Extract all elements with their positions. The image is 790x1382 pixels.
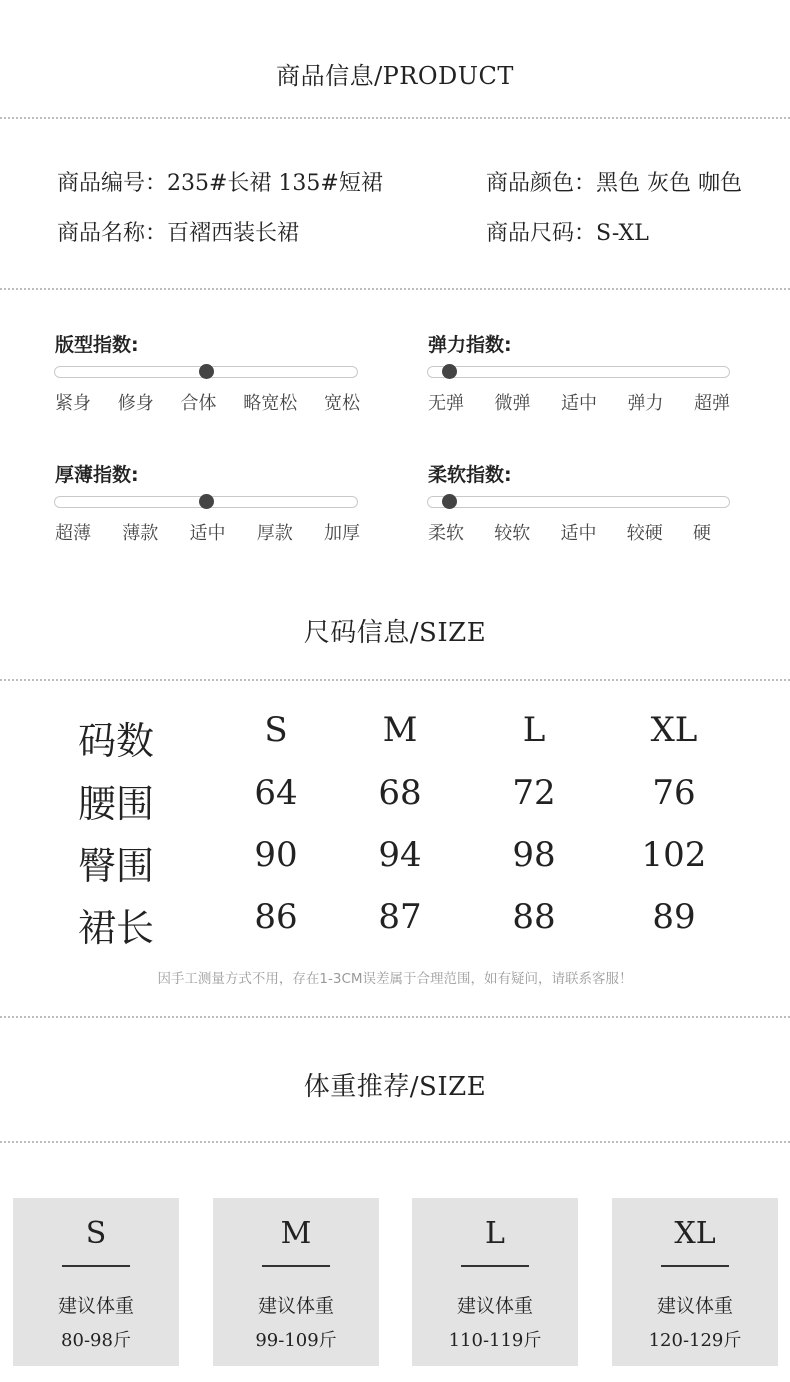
fit-index-label: 略宽松	[243, 393, 298, 414]
size-table-cell: 76	[652, 773, 696, 813]
softness-index-label: 硬	[693, 523, 711, 544]
elasticity-index-title: 弹力指数:	[428, 334, 512, 356]
weight-section-title: 体重推荐/SIZE	[303, 1072, 487, 1102]
size-table-cell: 89	[652, 897, 696, 937]
weight-card-size: XL	[674, 1216, 716, 1251]
size-table-cell: 87	[378, 897, 422, 937]
divider	[0, 288, 790, 290]
thickness-index-labels	[55, 519, 360, 545]
weight-card-underline	[262, 1265, 330, 1267]
weight-card-size: S	[85, 1216, 107, 1251]
thickness-index-title: 厚薄指数:	[55, 464, 139, 486]
size-table-cell: 码数	[78, 719, 155, 763]
thickness-index-knob	[199, 494, 214, 509]
weight-card-range: 120-129斤	[648, 1330, 742, 1351]
size-table-cell: 裙长	[78, 906, 155, 950]
size-table-cell: 64	[254, 773, 298, 813]
weight-card-label: 建议体重	[656, 1295, 733, 1317]
fit-index-label: 宽松	[324, 393, 360, 414]
size-table-cell: L	[522, 710, 546, 750]
fit-index-title: 版型指数:	[55, 334, 139, 356]
divider	[0, 117, 790, 119]
thickness-index-label: 超薄	[55, 523, 91, 544]
weight-card-range: 110-119斤	[448, 1330, 542, 1351]
product-name: 商品名称：百褶西装长裙	[57, 221, 300, 246]
weight-card	[412, 1198, 578, 1366]
size-table-cell: M	[382, 710, 418, 750]
size-table-cell: S	[264, 710, 288, 750]
thickness-index-label: 薄款	[122, 523, 159, 544]
fit-index-knob	[199, 364, 214, 379]
weight-card	[13, 1198, 179, 1366]
size-table-cell: XL	[650, 710, 698, 750]
fit-index-label: 紧身	[55, 393, 91, 414]
weight-card-label: 建议体重	[456, 1295, 533, 1317]
size-table-cell: 94	[378, 835, 422, 875]
size-table-cell: 90	[254, 835, 298, 875]
size-table-cell: 腰围	[78, 782, 155, 826]
thickness-index-track	[54, 496, 358, 508]
fit-index-label: 修身	[117, 393, 154, 414]
weight-card-range: 80-98斤	[61, 1330, 131, 1351]
softness-index-title: 柔软指数:	[428, 464, 512, 486]
softness-index-labels	[428, 519, 711, 545]
weight-card-underline	[661, 1265, 729, 1267]
softness-index-label: 适中	[560, 523, 597, 544]
size-table-cell: 臀围	[78, 844, 155, 888]
size-table-cell: 102	[641, 835, 707, 875]
elasticity-index-label: 适中	[561, 393, 597, 414]
size-table-row	[0, 773, 790, 833]
weight-card-underline	[62, 1265, 130, 1267]
elasticity-index-label: 弹力	[627, 393, 664, 414]
size-table-cell: 98	[512, 835, 556, 875]
product-code: 商品编号：235#长裙 135#短裙	[57, 171, 383, 196]
weight-card-size: L	[485, 1216, 505, 1251]
size-table-row	[0, 897, 790, 957]
weight-card-underline	[461, 1265, 529, 1267]
thickness-index-label: 适中	[189, 523, 226, 544]
elasticity-index-label: 微弹	[494, 393, 531, 414]
product-sizes: 商品尺码：S-XL	[486, 221, 649, 246]
weight-card	[612, 1198, 778, 1366]
divider	[0, 1141, 790, 1143]
product-section-title: 商品信息/PRODUCT	[276, 62, 514, 90]
elasticity-index-track	[427, 366, 730, 378]
measurement-note: 因手工测量方式不用，存在1-3CM误差属于合理范围，如有疑问，请联系客服！	[157, 971, 633, 987]
softness-index-label: 较软	[494, 523, 531, 544]
size-table-cell: 68	[378, 773, 422, 813]
elasticity-index-knob	[442, 364, 457, 379]
size-table-row	[0, 835, 790, 895]
weight-card-range: 99-109斤	[255, 1330, 337, 1351]
size-section-title: 尺码信息/SIZE	[303, 618, 487, 648]
softness-index-track	[427, 496, 730, 508]
elasticity-index-labels	[428, 389, 730, 415]
softness-index-label: 柔软	[428, 523, 464, 544]
size-table-cell: 86	[254, 897, 298, 937]
weight-card-label: 建议体重	[257, 1295, 334, 1317]
fit-index-labels	[55, 389, 360, 415]
weight-card-label: 建议体重	[57, 1295, 134, 1317]
size-table-header-row	[0, 710, 790, 770]
weight-card	[213, 1198, 379, 1366]
divider	[0, 679, 790, 681]
size-table-cell: 88	[512, 897, 556, 937]
elasticity-index-label: 无弹	[428, 393, 464, 414]
weight-card-size: M	[280, 1216, 312, 1251]
fit-index-track	[54, 366, 358, 378]
softness-index-label: 较硬	[626, 523, 663, 544]
fit-index-label: 合体	[180, 393, 217, 414]
softness-index-knob	[442, 494, 457, 509]
divider	[0, 1016, 790, 1018]
thickness-index-label: 加厚	[324, 523, 360, 544]
elasticity-index-label: 超弹	[694, 393, 730, 414]
size-table-cell: 72	[512, 773, 556, 813]
thickness-index-label: 厚款	[256, 523, 293, 544]
product-colors: 商品颜色：黑色 灰色 咖色	[486, 171, 742, 196]
